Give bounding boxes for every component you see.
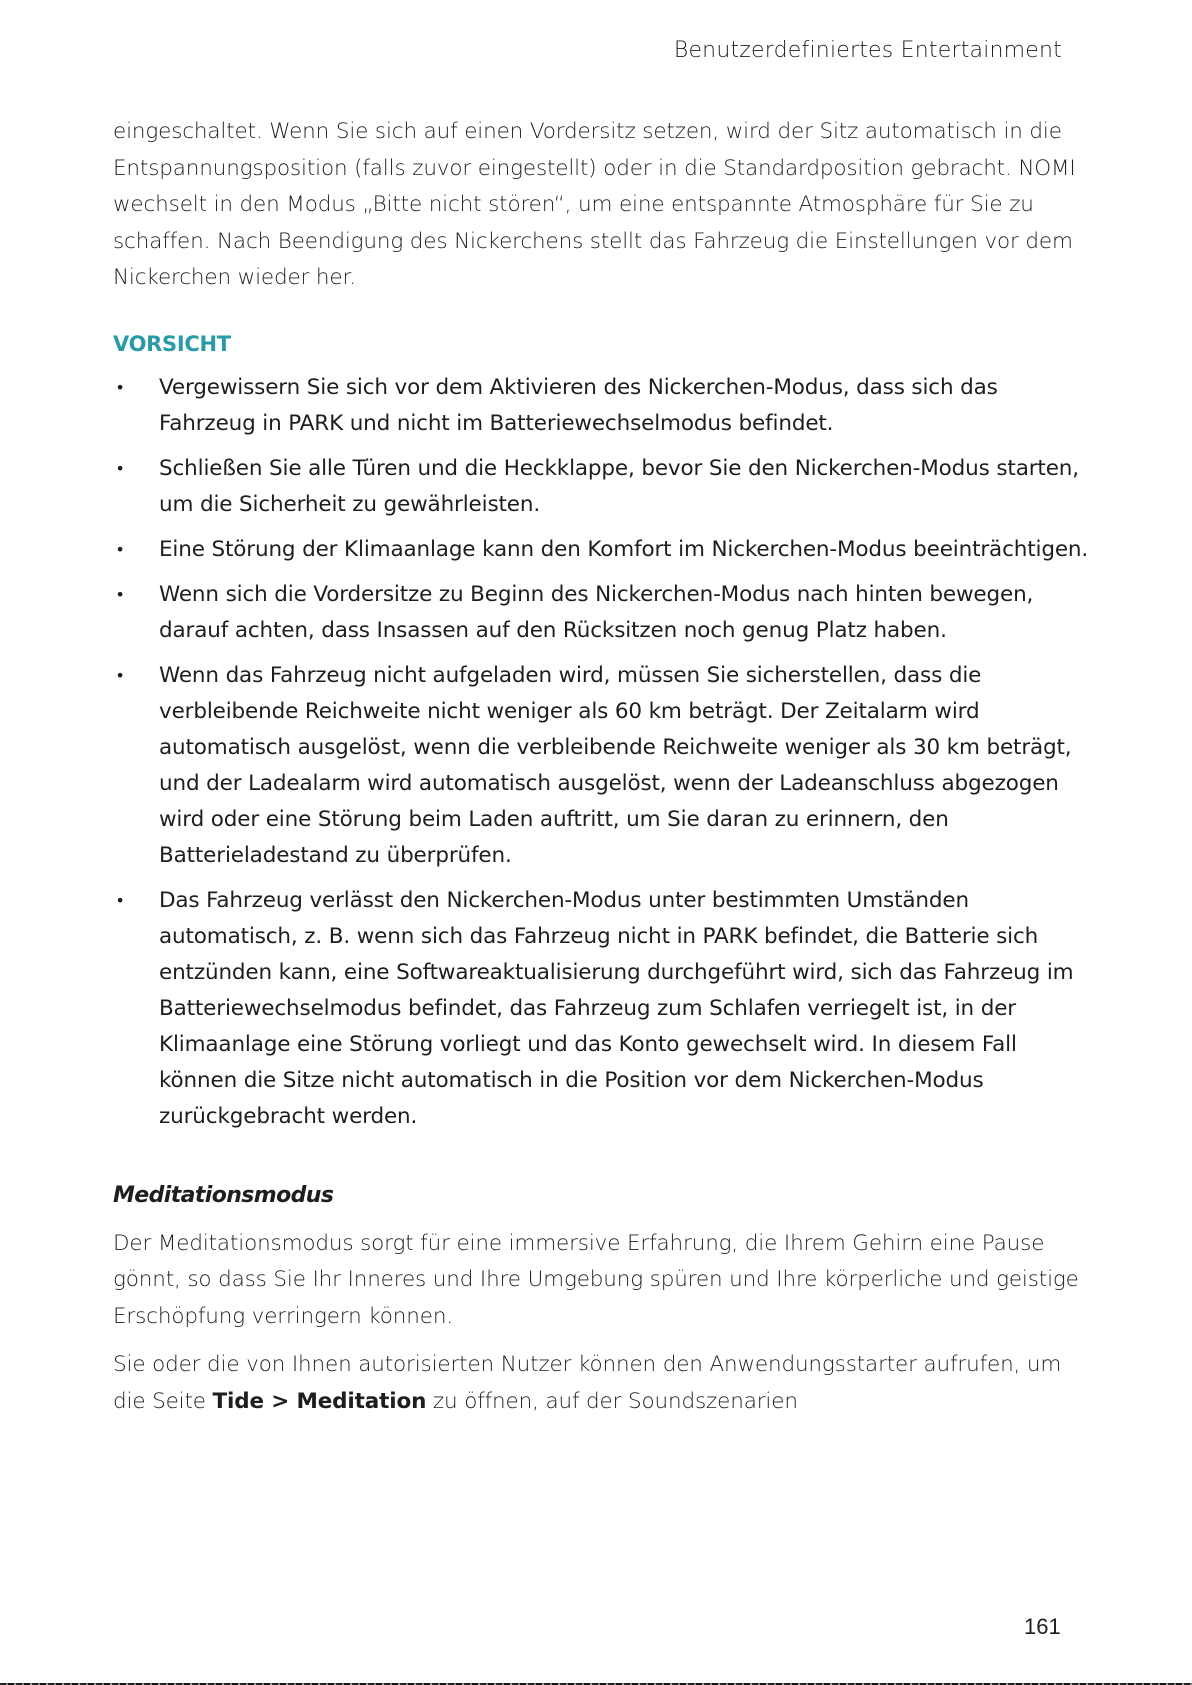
caution-label: VORSICHT bbox=[113, 331, 231, 356]
launcher-text-end: zu öffnen, auf der Soundszenarien bbox=[426, 1388, 798, 1414]
page-number: 161 bbox=[1024, 1614, 1061, 1639]
caution-item bbox=[113, 883, 1093, 1135]
caution-item bbox=[113, 577, 1093, 649]
launcher-text-start: Sie oder die von Ihnen autorisierten Nutzer können den Anwendungsstarter aufrufen, um die Seite bbox=[113, 1352, 1062, 1414]
bullet-icon: • bbox=[115, 377, 125, 397]
intro-paragraph: eingeschaltet. Wenn Sie sich auf einen Vordersitz setzen, wird der Sitz automatisch in die Entspannungsposition (falls zuvor eingestellt) oder in die Standardposition gebracht. NOMI wechselt in den Modus „Bitte nicht stören“, um eine entspannte Atmosphäre für Sie zu schaffen. Nach Beendigung des Nickerchens stellt das Fahrzeug die Einstellungen vor dem Nickerchen wieder her. bbox=[113, 119, 1076, 290]
caution-item-text: Wenn sich die Vordersitze zu Beginn des Nickerchen-Modus nach hinten bewegen, darauf achten, dass Insassen auf den Rücksitzen noch genug Platz haben. bbox=[159, 581, 1034, 643]
caution-item-text: Schließen Sie alle Türen und die Heckklappe, bevor Sie den Nickerchen-Modus starten, um die Sicherheit zu gewährleisten. bbox=[159, 455, 1079, 517]
bullet-icon: • bbox=[115, 890, 125, 910]
bullet-icon: • bbox=[115, 665, 125, 685]
caution-item bbox=[113, 658, 1093, 874]
caution-item-text: Wenn das Fahrzeug nicht aufgeladen wird, müssen Sie sicherstellen, dass die verbleibende Reichweite nicht weniger als 60 km beträgt. Der Zeitalarm wird automatisch ausgelöst, wenn die verbleibende Reichweite weniger als 30 km beträgt, und der Ladealarm wird automatisch ausgelöst, wenn der Ladeanschluss abgezogen wird oder eine Störung beim Laden auftritt, um Sie daran zu erinnern, den Batterieladestand zu überprüfen. bbox=[159, 662, 1072, 868]
caution-item-text: Eine Störung der Klimaanlage kann den Komfort im Nickerchen-Modus beeinträchtigen. bbox=[159, 536, 1089, 562]
page-content bbox=[113, 114, 1093, 1420]
bullet-icon: • bbox=[115, 539, 125, 559]
bullet-icon: • bbox=[115, 584, 125, 604]
running-header: Benutzerdefiniertes Entertainment bbox=[673, 38, 1062, 63]
meditation-launcher-paragraph bbox=[113, 1347, 1093, 1420]
menu-path: Tide > Meditation bbox=[212, 1388, 427, 1414]
caution-item-text: Das Fahrzeug verlässt den Nickerchen-Modus unter bestimmten Umständen automatisch, z. B. wenn sich das Fahrzeug nicht in PARK befindet, die Batterie sich entzünden kann, eine Softwareaktualisierung durchgeführt wird, sich das Fahrzeug im Batteriewechselmodus befindet, das Fahrzeug zum Schlafen verriegelt ist, in der Klimaanlage eine Störung vorliegt und das Konto gewechselt wird. In diesem Fall können die Sitze nicht automatisch in die Position vor dem Nickerchen-Modus zurückgebracht werden. bbox=[159, 887, 1074, 1129]
meditation-paragraph: Der Meditationsmodus sorgt für eine immersive Erfahrung, die Ihrem Gehirn eine Pause gönnt, so dass Sie Ihr Inneres und Ihre Umgebung spüren und Ihre körperliche und geistige Erschöpfung verringern können. bbox=[113, 1230, 1079, 1329]
caution-item bbox=[113, 370, 1093, 442]
bullet-icon: • bbox=[115, 458, 125, 478]
caution-item bbox=[113, 451, 1093, 523]
caution-list bbox=[113, 370, 1093, 1135]
caution-item bbox=[113, 532, 1093, 568]
caution-item-text: Vergewissern Sie sich vor dem Aktivieren des Nickerchen-Modus, dass sich das Fahrzeug in PARK und nicht im Batteriewechselmodus befindet. bbox=[159, 374, 998, 436]
section-heading-meditation: Meditationsmodus bbox=[113, 1182, 334, 1208]
